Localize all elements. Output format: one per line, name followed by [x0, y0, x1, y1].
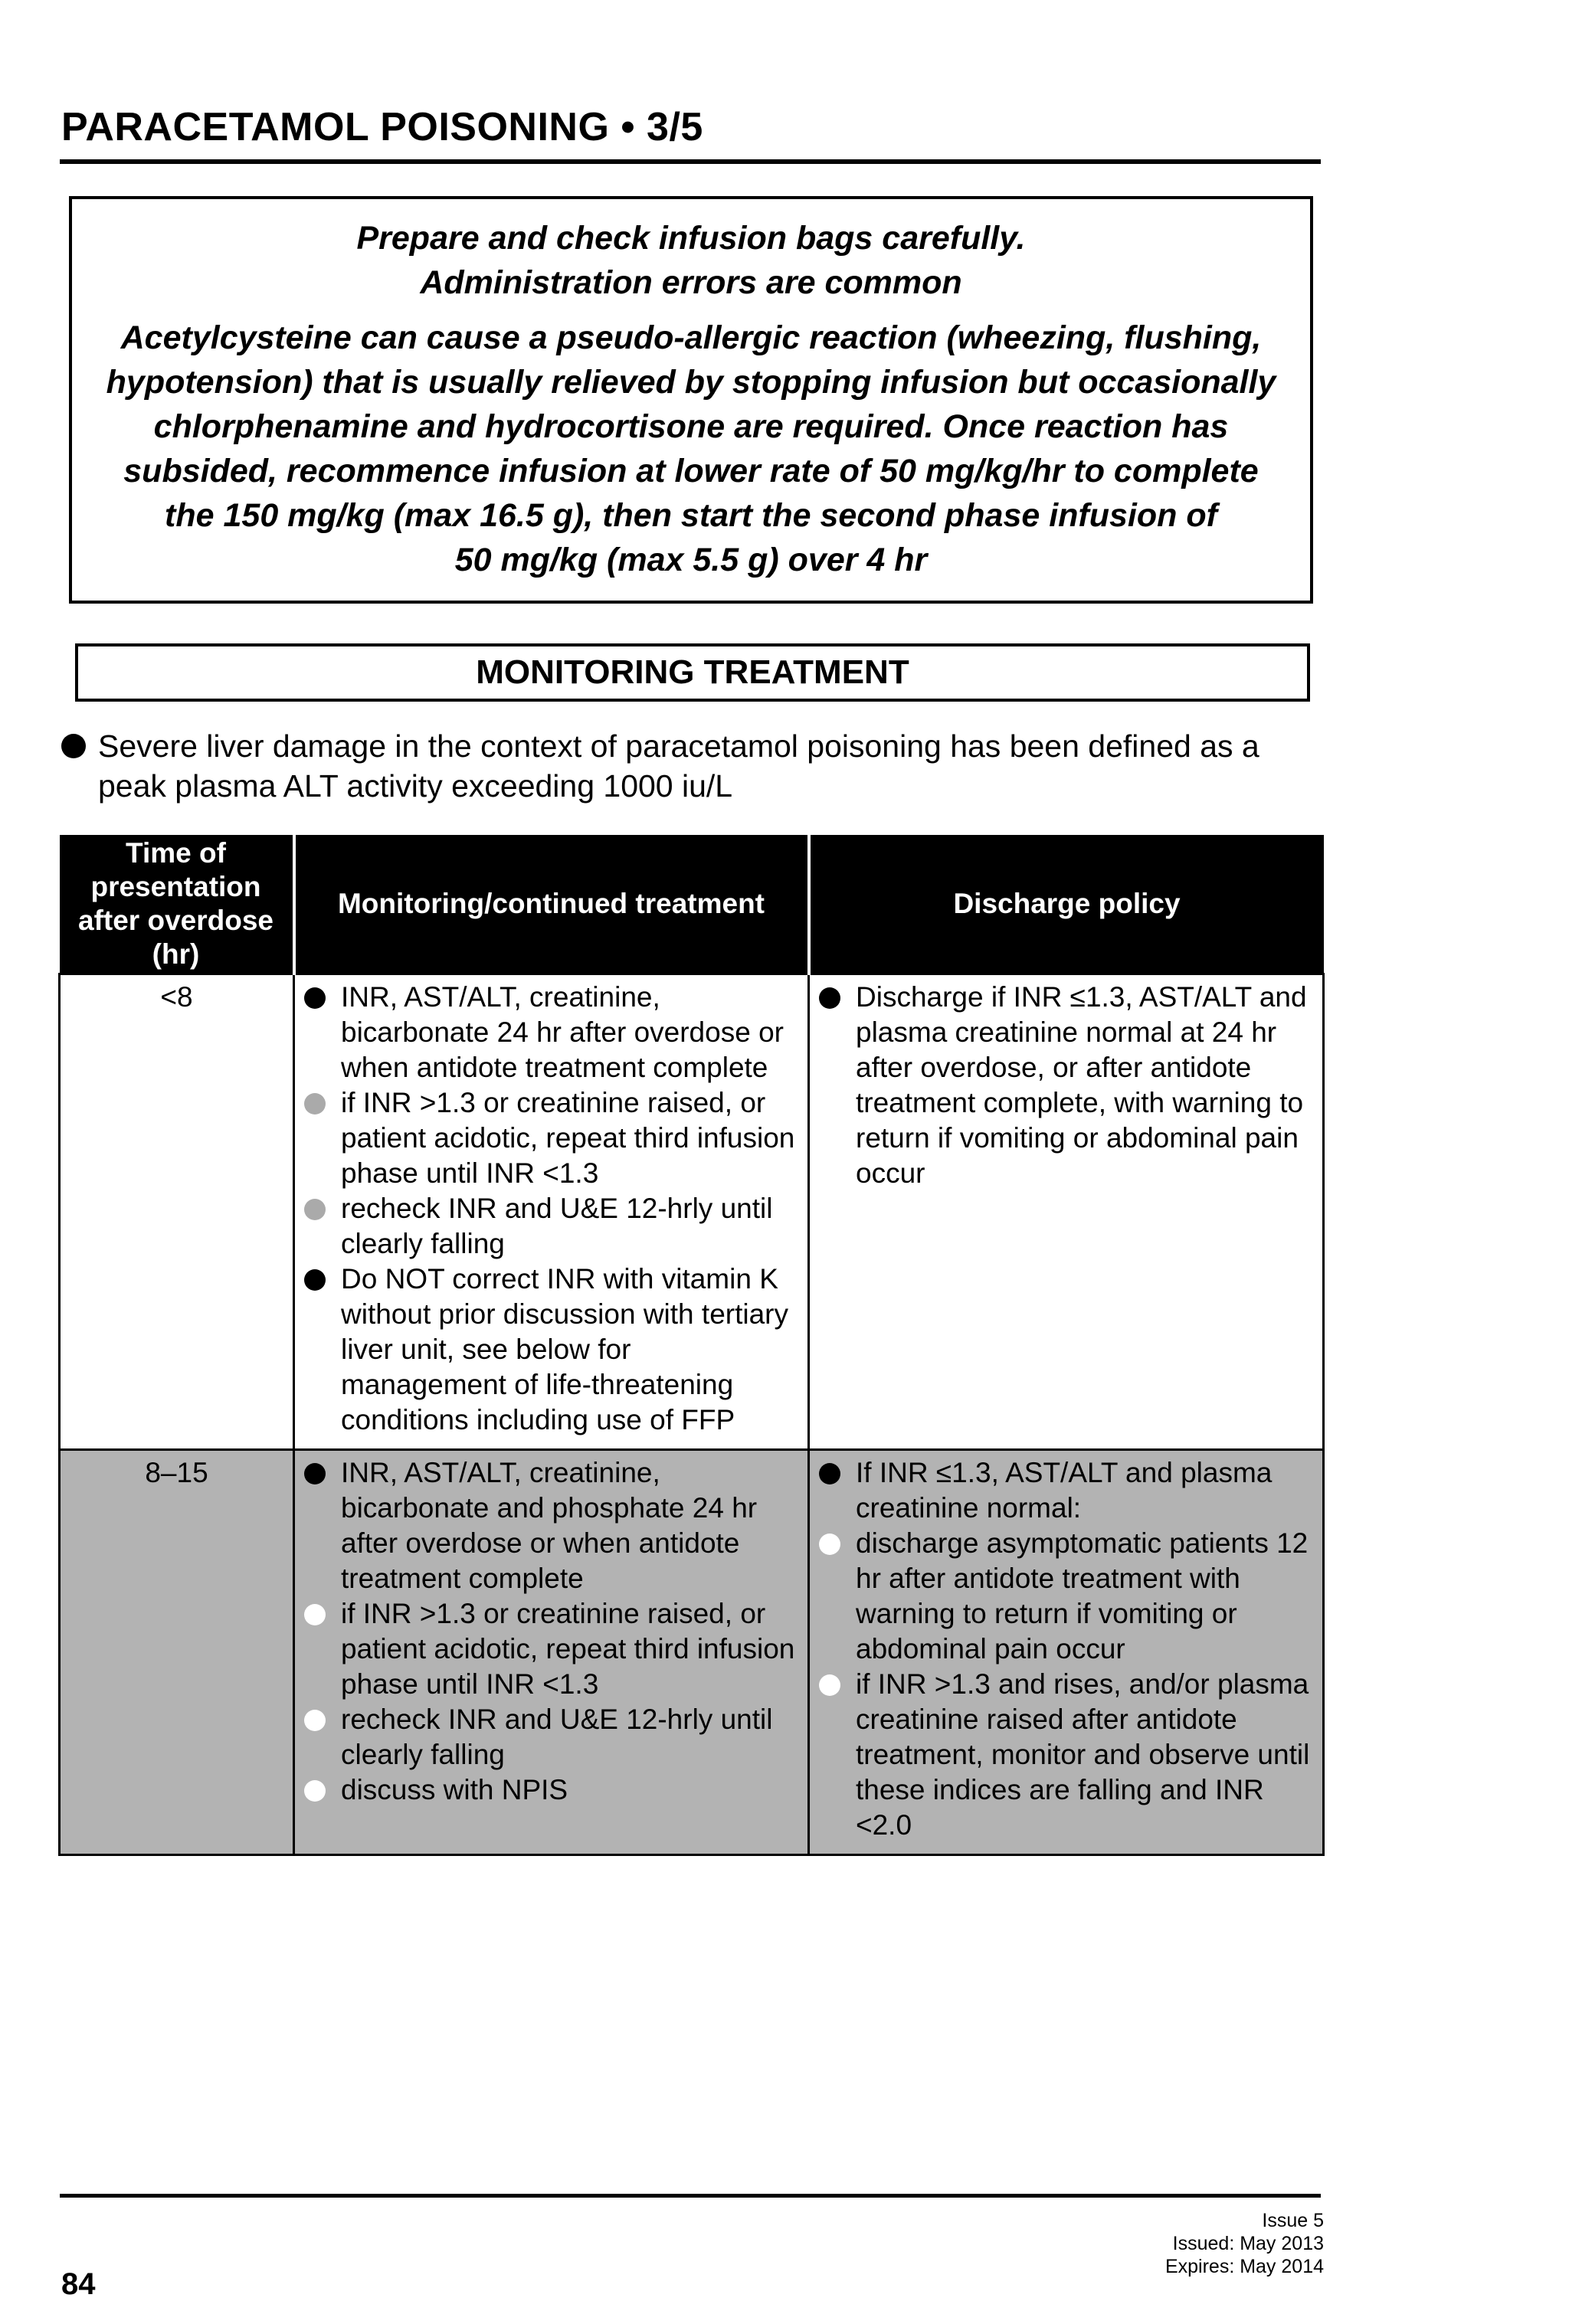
list-item: [301, 1085, 801, 1191]
sub-bullet-icon: [304, 1780, 326, 1802]
warning-paragraph: [72, 316, 1310, 582]
section-heading: MONITORING TREATMENT: [75, 643, 1310, 702]
sub-bullet-icon: [819, 1674, 840, 1696]
sub-bullet-icon: [304, 1199, 326, 1220]
warning-box: [69, 196, 1313, 604]
time-cell: 8–15: [60, 1450, 294, 1855]
list-item-text: INR, AST/ALT, creatinine, bicarbonate and phosphate 24 hr after overdose or when antidote treatment complete: [341, 1457, 758, 1594]
header-monitoring: Monitoring/continued treatment: [294, 835, 809, 974]
definition-text: Severe liver damage in the context of paracetamol poisoning has been defined as a peak plasma ALT activity exceeding 1000 iu/L: [98, 728, 1259, 804]
list-item-text: INR, AST/ALT, creatinine, bicarbonate 24 hr after overdose or when antidote treatment complete: [341, 981, 784, 1083]
table-header-row: [60, 835, 1324, 974]
list-item: [301, 1191, 801, 1262]
monitoring-cell: [294, 974, 809, 1450]
bullet-icon: [819, 1463, 840, 1484]
list-item: [301, 1262, 801, 1438]
list-item-text: recheck INR and U&E 12-hrly until clearly falling: [341, 1704, 773, 1770]
list-item-text: if INR >1.3 or creatinine raised, or patient acidotic, repeat third infusion phase until INR <1.3: [341, 1087, 795, 1189]
list-item: [301, 1772, 801, 1808]
warning-paragraph-line: 50 mg/kg (max 5.5 g) over 4 hr: [454, 542, 928, 578]
list-item: [301, 1596, 801, 1702]
list-item: [301, 1702, 801, 1772]
issue-info: [1165, 2209, 1324, 2278]
warning-paragraph-line: the 150 mg/kg (max 16.5 g), then start the second phase infusion of: [165, 497, 1217, 534]
table-row: [60, 974, 1324, 1450]
list-item-text: if INR >1.3 or creatinine raised, or patient acidotic, repeat third infusion phase until INR <1.3: [341, 1598, 795, 1700]
list-item-text: Discharge if INR ≤1.3, AST/ALT and plasma creatinine normal at 24 hr after overdose, or after antidote treatment complete, with warning to return if vomiting or abdominal pain occur: [856, 981, 1307, 1189]
warning-line-2: Administration errors are common: [420, 264, 962, 301]
table-row: [60, 1450, 1324, 1855]
list-item-text: discuss with NPIS: [341, 1774, 568, 1805]
expiry-date: Expires: May 2014: [1164, 2256, 1324, 2277]
bullet-icon: [304, 987, 326, 1009]
warning-paragraph-line: chlorphenamine and hydrocortisone are required. Once reaction has: [153, 408, 1229, 445]
monitoring-cell: [294, 1450, 809, 1855]
discharge-cell: [809, 1450, 1324, 1855]
title-divider: [60, 159, 1321, 164]
footer-divider: [60, 2194, 1321, 2198]
discharge-cell: [809, 974, 1324, 1450]
sub-bullet-icon: [304, 1710, 326, 1731]
warning-line-1: Prepare and check infusion bags carefully.: [356, 220, 1026, 257]
sub-bullet-icon: [304, 1093, 326, 1115]
bullet-icon: [304, 1463, 326, 1484]
list-item: [816, 1667, 1316, 1843]
list-item: [816, 1526, 1316, 1667]
definition-bullet: [61, 726, 1318, 806]
sub-bullet-icon: [304, 1604, 326, 1625]
time-cell: <8: [60, 974, 294, 1450]
warning-paragraph-line: Acetylcysteine can cause a pseudo-allergic reaction (wheezing, flushing,: [120, 319, 1262, 356]
bullet-icon: [61, 734, 86, 758]
issue-number: Issue 5: [1262, 2210, 1324, 2231]
page-title: PARACETAMOL POISONING • 3/5: [61, 105, 703, 149]
list-item-text: recheck INR and U&E 12-hrly until clearly falling: [341, 1193, 773, 1259]
list-item: [816, 1455, 1316, 1526]
header-time: Time of presentation after overdose (hr): [60, 835, 294, 974]
list-item-text: Do NOT correct INR with vitamin K without prior discussion with tertiary liver unit, see below for management of life-threatening conditions including use of FFP: [341, 1263, 788, 1435]
list-item: [301, 1455, 801, 1596]
list-item: [816, 980, 1316, 1191]
header-discharge: Discharge policy: [809, 835, 1324, 974]
sub-bullet-icon: [819, 1534, 840, 1555]
bullet-icon: [819, 987, 840, 1009]
warning-paragraph-line: hypotension) that is usually relieved by stopping infusion but occasionally: [106, 364, 1276, 401]
list-item: [301, 980, 801, 1085]
monitoring-table: [58, 835, 1322, 1856]
warning-paragraph-line: subsided, recommence infusion at lower rate of 50 mg/kg/hr to complete: [123, 453, 1259, 489]
issued-date: Issued: May 2013: [1172, 2233, 1324, 2254]
list-item-text: if INR >1.3 and rises, and/or plasma creatinine raised after antidote treatment, monitor and observe until these indices are falling and INR <2.0: [856, 1668, 1310, 1841]
bullet-icon: [304, 1269, 326, 1291]
page-number: 84: [61, 2267, 96, 2301]
list-item-text: discharge asymptomatic patients 12 hr after antidote treatment with warning to return if vomiting or abdominal pain occur: [856, 1527, 1309, 1664]
list-item-text: If INR ≤1.3, AST/ALT and plasma creatinine normal:: [856, 1457, 1273, 1524]
